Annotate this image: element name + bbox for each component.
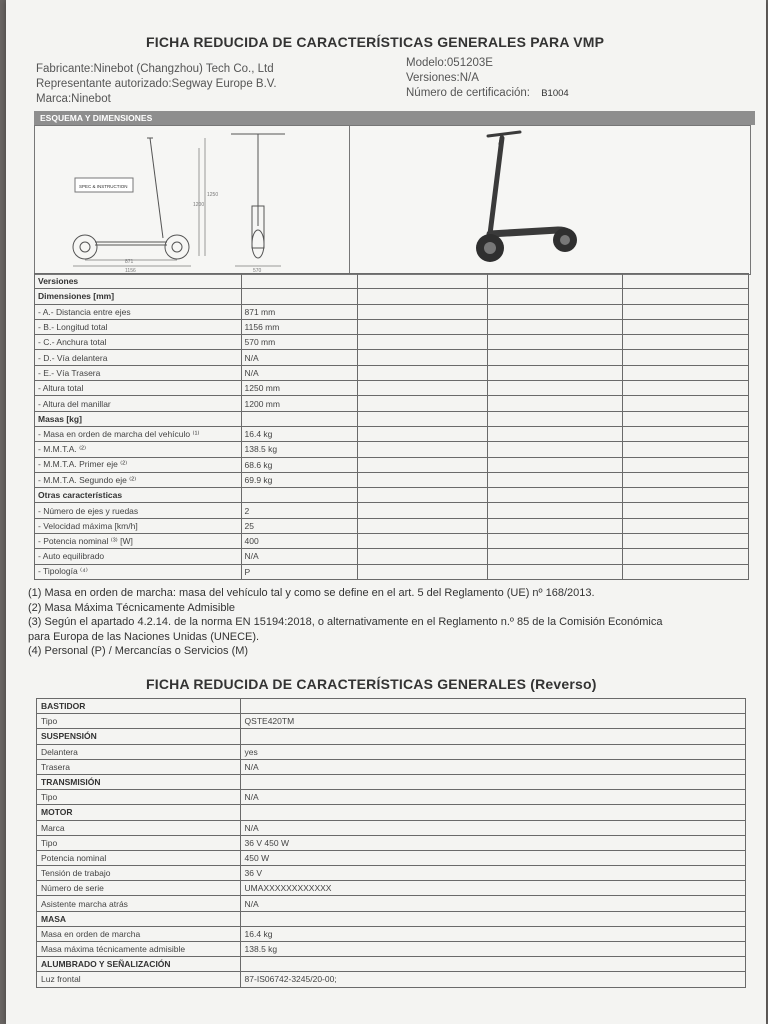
row-value: N/A (240, 759, 745, 774)
empty-cell (357, 365, 487, 380)
table-row (37, 896, 746, 911)
manufacturer-info (36, 62, 277, 107)
row-label: - Auto equilibrado (35, 549, 242, 564)
empty-cell (623, 564, 749, 579)
table-row (37, 972, 746, 987)
row-value (241, 488, 357, 503)
row-label: Luz frontal (37, 972, 241, 987)
row-label: Masa máxima técnicamente admisible (37, 942, 241, 957)
row-value: N/A (241, 365, 357, 380)
table-row (35, 350, 749, 365)
row-label: Marca (37, 820, 241, 835)
row-value: 138.5 kg (240, 942, 745, 957)
model-info (406, 56, 569, 101)
row-label: - M.M.T.A. ⁽²⁾ (35, 442, 242, 457)
empty-cell (488, 564, 623, 579)
dim-a-label: 871 (125, 259, 134, 265)
empty-cell (623, 549, 749, 564)
row-value (240, 957, 745, 972)
empty-cell (488, 518, 623, 533)
row-value: 1250 mm (241, 381, 357, 396)
section-row (37, 699, 746, 714)
empty-cell (357, 564, 487, 579)
row-value: yes (240, 744, 745, 759)
empty-cell (623, 350, 749, 365)
photo-panel (349, 125, 751, 275)
modelo-line: Modelo:051203E (406, 57, 493, 69)
row-value: 1156 mm (241, 319, 357, 334)
table-row (37, 942, 746, 957)
table-row (37, 744, 746, 759)
row-label: MASA (37, 911, 241, 926)
row-value: 16.4 kg (240, 926, 745, 941)
diagram-label-box: SPEC & INSTRUCTION (79, 184, 128, 189)
table-row (35, 396, 749, 411)
empty-cell (488, 350, 623, 365)
empty-cell (357, 488, 487, 503)
row-value: 68.6 kg (241, 457, 357, 472)
footnote-3-cont: para Europa de las Naciones Unidas (UNECE). (28, 630, 260, 643)
row-value: 570 mm (241, 335, 357, 350)
row-label: - M.M.T.A. Segundo eje ⁽²⁾ (35, 472, 242, 487)
esquema-header: ESQUEMA Y DIMENSIONES (34, 111, 755, 125)
row-value: N/A (240, 896, 745, 911)
empty-cell (488, 289, 623, 304)
dim-c-label: 570 (253, 268, 262, 274)
marca-line: Marca:Ninebot (36, 93, 111, 105)
row-value (241, 289, 357, 304)
table-row (37, 866, 746, 881)
row-value (241, 274, 357, 289)
row-label: - Altura del manillar (35, 396, 242, 411)
empty-cell (488, 549, 623, 564)
empty-cell (623, 488, 749, 503)
document-sheet (6, 0, 766, 1024)
empty-cell (623, 426, 749, 441)
empty-cell (623, 319, 749, 334)
row-label: Masa en orden de marcha (37, 926, 241, 941)
empty-cell (623, 518, 749, 533)
empty-cell (623, 304, 749, 319)
row-label: - Altura total (35, 381, 242, 396)
row-value (241, 411, 357, 426)
empty-cell (488, 335, 623, 350)
empty-cell (488, 411, 623, 426)
row-label: Delantera (37, 744, 241, 759)
empty-cell (623, 335, 749, 350)
table-row (35, 564, 749, 579)
table-row (35, 472, 749, 487)
dim-b-label: 1156 (125, 268, 136, 274)
empty-cell (623, 396, 749, 411)
row-label: Trasera (37, 759, 241, 774)
section-row (37, 805, 746, 820)
dim-handlebar-label: 1200 (193, 202, 205, 208)
certificacion-line (406, 86, 569, 101)
empty-cell (488, 457, 623, 472)
section-row (35, 274, 749, 289)
row-label: Tipo (37, 714, 241, 729)
row-label: - Número de ejes y ruedas (35, 503, 242, 518)
row-label: Dimensiones [mm] (35, 289, 242, 304)
row-label: TRANSMISIÓN (37, 774, 241, 789)
table-row (37, 714, 746, 729)
empty-cell (488, 503, 623, 518)
footnote-1: (1) Masa en orden de marcha: masa del vehículo tal y como se define en el art. 5 del Reglamento (UE) nº 168/2013. (28, 587, 595, 599)
row-label: Asistente marcha atrás (37, 896, 241, 911)
row-label: MOTOR (37, 805, 241, 820)
empty-cell (357, 426, 487, 441)
row-label: Número de serie (37, 881, 241, 896)
row-label: - C.- Anchura total (35, 335, 242, 350)
row-label: ALUMBRADO Y SEÑALIZACIÓN (37, 957, 241, 972)
empty-cell (623, 411, 749, 426)
reverse-table (36, 698, 746, 988)
row-label: Tipo (37, 790, 241, 805)
row-label: SUSPENSIÓN (37, 729, 241, 744)
empty-cell (488, 442, 623, 457)
empty-cell (357, 503, 487, 518)
table-row (35, 442, 749, 457)
empty-cell (623, 365, 749, 380)
row-label: - A.- Distancia entre ejes (35, 304, 242, 319)
footnote-4: (4) Personal (P) / Mercancías o Servicios (M) (28, 645, 249, 657)
empty-cell (357, 350, 487, 365)
row-value (240, 699, 745, 714)
section-row (37, 774, 746, 789)
table-row (37, 881, 746, 896)
empty-cell (357, 472, 487, 487)
row-value (240, 774, 745, 789)
row-value (240, 805, 745, 820)
table-row (37, 820, 746, 835)
row-value: 36 V 450 W (240, 835, 745, 850)
section-row (35, 488, 749, 503)
table-row (37, 926, 746, 941)
row-label: - M.M.T.A. Primer eje ⁽²⁾ (35, 457, 242, 472)
table-row (35, 549, 749, 564)
empty-cell (623, 472, 749, 487)
table-row (35, 457, 749, 472)
empty-cell (488, 426, 623, 441)
empty-cell (623, 381, 749, 396)
row-label: - Masa en orden de marcha del vehículo ⁽¹⁾ (35, 426, 242, 441)
empty-cell (357, 442, 487, 457)
empty-cell (623, 457, 749, 472)
row-value: QSTE420TM (240, 714, 745, 729)
row-value: 36 V (240, 866, 745, 881)
row-value: N/A (241, 549, 357, 564)
row-value: N/A (240, 820, 745, 835)
row-value: 25 (241, 518, 357, 533)
row-label: - D.- Vía delantera (35, 350, 242, 365)
empty-cell (623, 274, 749, 289)
representante-line: Representante autorizado:Segway Europe B.V. (36, 78, 277, 90)
table-row (35, 319, 749, 334)
empty-cell (488, 304, 623, 319)
table-row (35, 335, 749, 350)
table-row (37, 835, 746, 850)
row-value: 16.4 kg (241, 426, 357, 441)
row-value (240, 911, 745, 926)
table-row (37, 850, 746, 865)
empty-cell (488, 534, 623, 549)
versiones-line: Versiones:N/A (406, 72, 479, 84)
empty-cell (623, 442, 749, 457)
empty-cell (357, 396, 487, 411)
section-row (35, 289, 749, 304)
row-label: - Tipología ⁽⁴⁾ (35, 564, 242, 579)
empty-cell (357, 381, 487, 396)
row-value: N/A (241, 350, 357, 365)
empty-cell (488, 365, 623, 380)
footnote-2: (2) Masa Máxima Técnicamente Admisible (28, 601, 236, 614)
table-row (35, 503, 749, 518)
row-label: Tipo (37, 835, 241, 850)
certificacion-label: Número de certificación: (406, 87, 530, 99)
row-label: - B.- Longitud total (35, 319, 242, 334)
empty-cell (623, 503, 749, 518)
reverse-title: FICHA REDUCIDA DE CARACTERÍSTICAS GENERALES (Reverso) (146, 676, 597, 692)
row-label: Tensión de trabajo (37, 866, 241, 881)
spec-table (34, 273, 749, 580)
row-label: - Velocidad máxima [km/h] (35, 518, 242, 533)
empty-cell (357, 319, 487, 334)
empty-cell (357, 457, 487, 472)
empty-cell (488, 381, 623, 396)
row-label: Otras características (35, 488, 242, 503)
row-value: 69.9 kg (241, 472, 357, 487)
section-row (37, 957, 746, 972)
empty-cell (357, 304, 487, 319)
empty-cell (357, 335, 487, 350)
empty-cell (623, 289, 749, 304)
empty-cell (488, 319, 623, 334)
row-label: - Potencia nominal ⁽³⁾ [W] (35, 534, 242, 549)
empty-cell (623, 534, 749, 549)
row-label: Versiones (35, 274, 242, 289)
scooter-dimension-diagram (35, 126, 350, 274)
row-value: N/A (240, 790, 745, 805)
footnotes (28, 586, 662, 659)
row-value: 871 mm (241, 304, 357, 319)
empty-cell (357, 289, 487, 304)
row-label: Potencia nominal (37, 850, 241, 865)
empty-cell (357, 518, 487, 533)
table-row (35, 304, 749, 319)
empty-cell (357, 411, 487, 426)
fabricante-line: Fabricante:Ninebot (Changzhou) Tech Co., Ltd (36, 63, 274, 75)
table-row (37, 759, 746, 774)
diagram-panel (34, 125, 351, 275)
empty-cell (357, 534, 487, 549)
row-value: 2 (241, 503, 357, 518)
empty-cell (488, 488, 623, 503)
empty-cell (488, 472, 623, 487)
section-row (37, 729, 746, 744)
empty-cell (488, 274, 623, 289)
certificacion-value: B1004 (541, 88, 569, 99)
table-row (35, 518, 749, 533)
row-value: 87-IS06742-3245/20-00; (240, 972, 745, 987)
row-value: UMAXXXXXXXXXXXX (240, 881, 745, 896)
scooter-photo (350, 126, 750, 274)
row-value: 138.5 kg (241, 442, 357, 457)
row-value: 1200 mm (241, 396, 357, 411)
section-row (35, 411, 749, 426)
footnote-3: (3) Según el apartado 4.2.14. de la norma EN 15194:2018, o alternativamente en el Reglamento n.º 85 de la Comisión Económica (28, 616, 663, 628)
row-label: Masas [kg] (35, 411, 242, 426)
dim-height-label: 1250 (207, 192, 219, 198)
table-row (35, 365, 749, 380)
row-value: P (241, 564, 357, 579)
table-row (35, 381, 749, 396)
document-title: FICHA REDUCIDA DE CARACTERÍSTICAS GENERALES PARA VMP (146, 34, 605, 50)
empty-cell (488, 396, 623, 411)
row-value: 400 (241, 534, 357, 549)
row-value: 450 W (240, 850, 745, 865)
row-label: BASTIDOR (37, 699, 241, 714)
empty-cell (357, 274, 487, 289)
table-row (35, 534, 749, 549)
table-row (37, 790, 746, 805)
row-value (240, 729, 745, 744)
table-row (35, 426, 749, 441)
row-label: - E.- Vía Trasera (35, 365, 242, 380)
empty-cell (357, 549, 487, 564)
section-row (37, 911, 746, 926)
